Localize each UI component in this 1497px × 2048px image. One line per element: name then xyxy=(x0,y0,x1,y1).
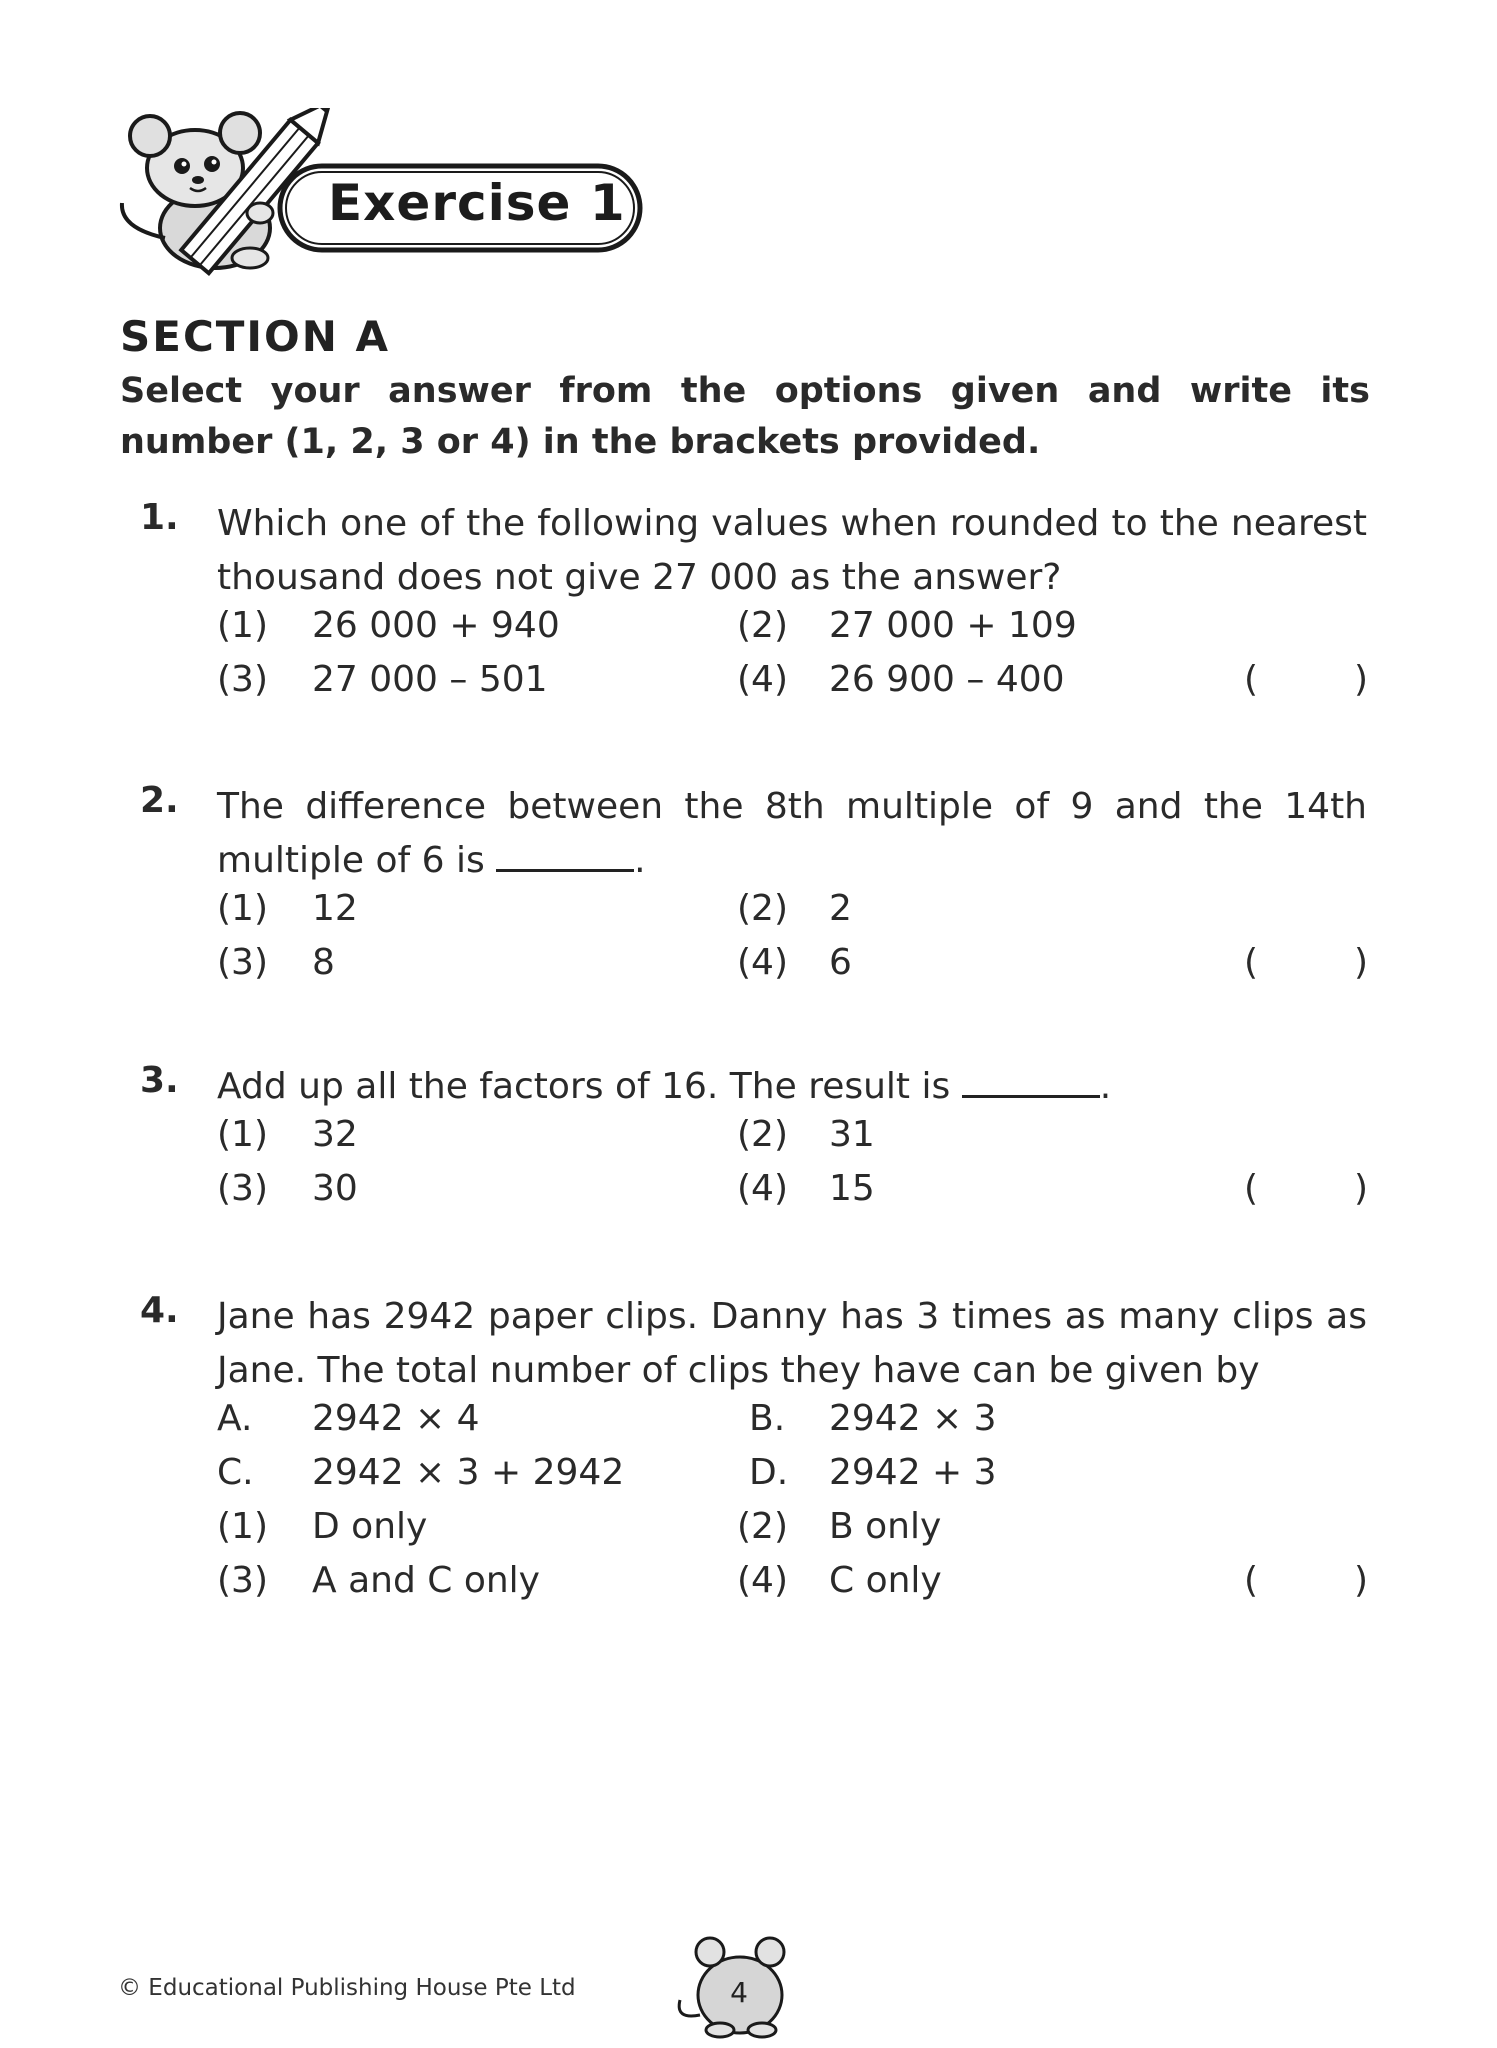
option-value: 30 xyxy=(312,1168,358,1209)
option-label: (3) xyxy=(217,942,268,983)
options-row xyxy=(217,659,1380,713)
question-number: 1. xyxy=(140,497,179,538)
option-value: B only xyxy=(829,1506,942,1547)
option-value: 15 xyxy=(829,1168,875,1209)
option-label: (1) xyxy=(217,1506,268,1547)
option-value: 26 000 + 940 xyxy=(312,605,560,646)
options-row xyxy=(217,1168,1380,1222)
page-number: 4 xyxy=(730,1976,748,2009)
option-label: (4) xyxy=(737,1168,788,1209)
question-text-after: . xyxy=(1099,1066,1112,1107)
option-value: 32 xyxy=(312,1114,358,1155)
statements-row xyxy=(217,1452,1380,1506)
question-1 xyxy=(140,497,1380,717)
question-text xyxy=(217,780,1367,888)
options-row xyxy=(217,1114,1380,1168)
question-text-after: . xyxy=(634,840,646,881)
question-text xyxy=(217,1060,1367,1114)
statement-label: A. xyxy=(217,1398,253,1439)
statement-value: 2942 × 3 xyxy=(829,1398,997,1439)
bracket-open: ( xyxy=(1244,1168,1259,1209)
option-label: (3) xyxy=(217,1168,268,1209)
bracket-close: ) xyxy=(1354,1168,1369,1209)
question-text: Which one of the following values when rounded to the nearest thousand does not give 27 000 as the answer? xyxy=(217,503,1367,598)
option-value: 27 000 – 501 xyxy=(312,659,548,700)
statements-row xyxy=(217,1398,1380,1452)
options-row xyxy=(217,1560,1380,1614)
answer-blank xyxy=(496,839,634,872)
exercise-header xyxy=(110,108,650,278)
option-value: C only xyxy=(829,1560,942,1601)
options-row xyxy=(217,888,1380,942)
option-label: (4) xyxy=(737,942,788,983)
bracket-open: ( xyxy=(1244,942,1259,983)
option-value: 26 900 – 400 xyxy=(829,659,1065,700)
bracket-open: ( xyxy=(1244,659,1259,700)
option-label: (1) xyxy=(217,1114,268,1155)
option-value: 2 xyxy=(829,888,852,929)
option-label: (2) xyxy=(737,1506,788,1547)
bracket-close: ) xyxy=(1354,1560,1369,1601)
option-value: A and C only xyxy=(312,1560,540,1601)
copyright-notice: © Educational Publishing House Pte Ltd xyxy=(118,1975,576,2001)
option-value: 8 xyxy=(312,942,335,983)
statement-label: D. xyxy=(749,1452,789,1493)
statement-value: 2942 × 4 xyxy=(312,1398,480,1439)
option-value: 27 000 + 109 xyxy=(829,605,1077,646)
option-label: (2) xyxy=(737,1114,788,1155)
question-number: 2. xyxy=(140,780,179,821)
option-label: (4) xyxy=(737,1560,788,1601)
bracket-close: ) xyxy=(1354,942,1369,983)
option-value: 6 xyxy=(829,942,852,983)
question-4 xyxy=(140,1290,1380,1620)
question-text-before: The difference between the 8th multiple of 9 and the 14th multiple of 6 is xyxy=(217,786,1367,881)
answer-blank xyxy=(962,1065,1100,1098)
option-label: (4) xyxy=(737,659,788,700)
question-text-before: Add up all the factors of 16. The result is xyxy=(217,1066,951,1107)
question-number: 4. xyxy=(140,1290,179,1331)
option-label: (3) xyxy=(217,659,268,700)
option-label: (3) xyxy=(217,1560,268,1601)
section-instructions: Select your answer from the options given and write its number (1, 2, 3 or 4) in the brackets provided. xyxy=(120,371,1370,462)
option-label: (2) xyxy=(737,888,788,929)
section-title: SECTION A xyxy=(120,312,391,361)
option-label: (2) xyxy=(737,605,788,646)
option-value: 12 xyxy=(312,888,358,929)
statement-label: C. xyxy=(217,1452,254,1493)
option-label: (1) xyxy=(217,605,268,646)
question-number: 3. xyxy=(140,1060,179,1101)
exercise-title: Exercise 1 xyxy=(328,174,626,232)
bracket-close: ) xyxy=(1354,659,1369,700)
option-value: D only xyxy=(312,1506,428,1547)
question-3 xyxy=(140,1060,1380,1230)
options-row xyxy=(217,605,1380,659)
bracket-open: ( xyxy=(1244,1560,1259,1601)
option-label: (1) xyxy=(217,888,268,929)
question-text: Jane has 2942 paper clips. Danny has 3 times as many clips as Jane. The total number of clips they have can be given by xyxy=(217,1296,1367,1391)
statement-label: B. xyxy=(749,1398,786,1439)
options-row xyxy=(217,1506,1380,1560)
option-value: 31 xyxy=(829,1114,875,1155)
statement-value: 2942 × 3 + 2942 xyxy=(312,1452,625,1493)
statement-value: 2942 + 3 xyxy=(829,1452,997,1493)
options-row xyxy=(217,942,1380,996)
question-2 xyxy=(140,780,1380,1000)
